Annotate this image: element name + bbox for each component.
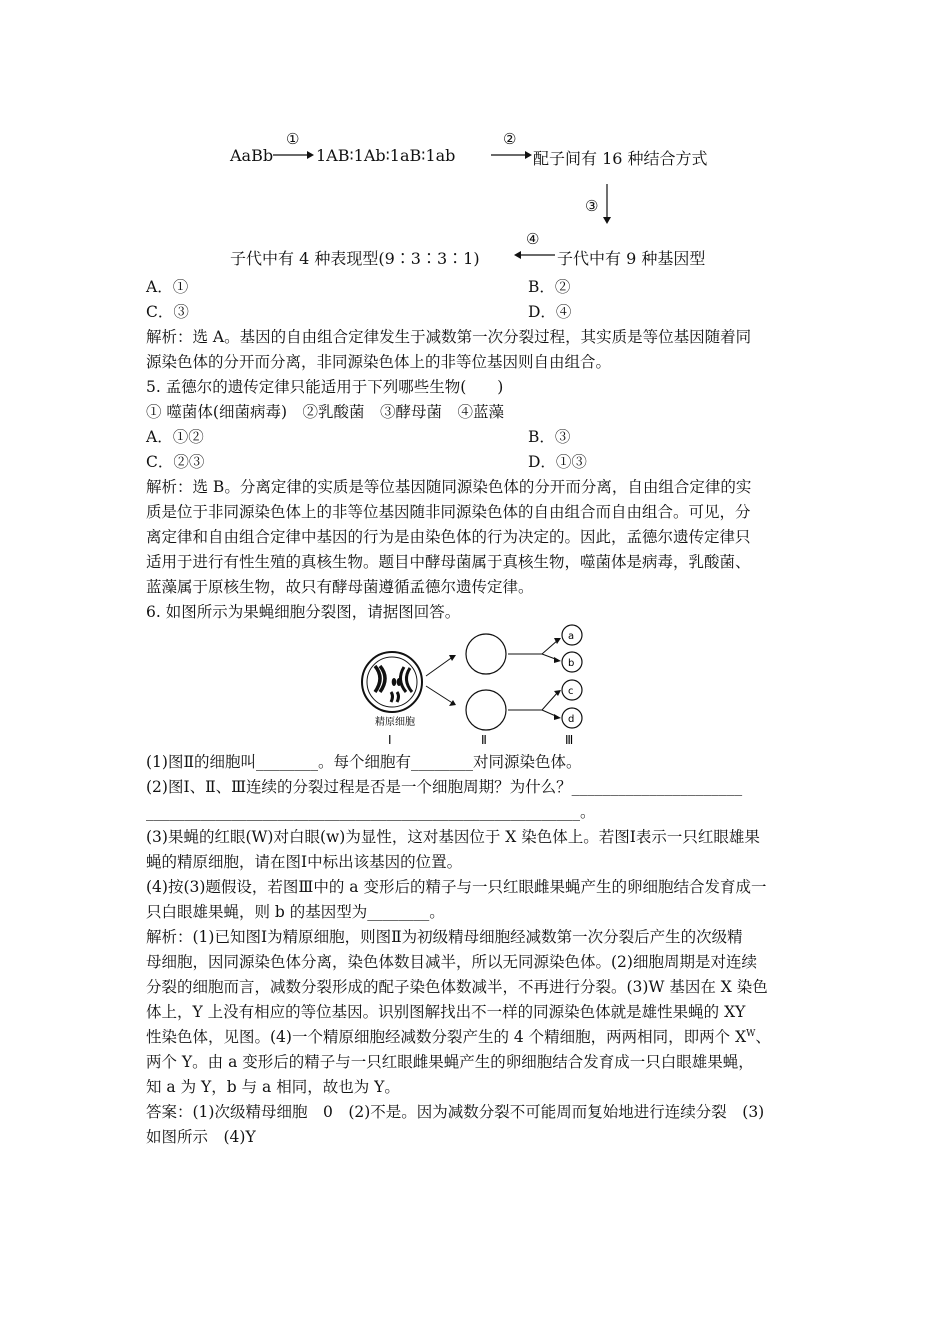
q5-analysis-line: 蓝藻属于原核生物，故只有酵母菌遵循孟德尔遗传定律。	[146, 578, 534, 596]
cell-division-figure	[360, 622, 600, 748]
stage-iii-label: Ⅲ	[565, 733, 574, 747]
q6-sub3-line1: (3)果蝇的红眼(W)对白眼(w)为显性，这对基因位于 X 染色体上。若图Ⅰ表示一只红眼雄果	[146, 828, 760, 846]
stage-i-label: Ⅰ	[388, 733, 392, 747]
arrow-line	[426, 686, 454, 704]
secondary-cell	[466, 690, 506, 730]
q5-option-b: B．③	[528, 428, 571, 446]
arrow-left-icon	[514, 248, 556, 262]
q4-option-b: B．②	[528, 278, 571, 296]
q5-analysis-line: 解析：选 B。分离定律的实质是等位基因随同源染色体的分开而分离，自由组合定律的实	[146, 478, 752, 496]
q6-answer-line2: 如图所示 (4)Y	[146, 1128, 256, 1146]
q6-sub2-line1: (2)图Ⅰ、Ⅱ、Ⅲ连续的分裂过程是否是一个细胞周期？为什么？______________________	[146, 778, 743, 796]
q5-analysis-line: 质是位于非同源染色体上的非等位基因随非同源染色体的自由组合而自由组合。可见，分	[146, 503, 751, 521]
arrow-head-icon	[554, 714, 561, 720]
q5-stem: 5. 孟德尔的遗传定律只能适用于下列哪些生物( )	[146, 378, 504, 396]
q5-analysis-line: 离定律和自由组合定律中基因的行为是由染色体的行为决定的。因此，孟德尔遗传定律只	[146, 528, 751, 546]
q6-sub1: (1)图Ⅱ的细胞叫________。每个细胞有________对同源染色体。	[146, 753, 582, 771]
cell-label: 精原细胞	[375, 717, 415, 728]
q5-option-a: A．①②	[146, 428, 204, 446]
sperm-mother-cell	[362, 652, 422, 712]
secondary-cell	[466, 634, 506, 674]
sperm-label-c: c	[568, 686, 574, 697]
q4-analysis-line: 解析：选 A。基因的自由组合定律发生于减数第一次分裂过程，其实质是等位基因随着同	[146, 328, 752, 346]
scheme-step3: ③	[585, 197, 599, 215]
scheme-phenotypes: 子代中有 4 种表现型(9∶3∶3∶1)	[230, 249, 480, 268]
q5-analysis-line: 适用于进行有性生殖的真核生物。题目中酵母菌属于真核生物，噬菌体是病毒，乳酸菌、	[146, 553, 751, 571]
arrow-line	[426, 656, 454, 676]
scheme-start: AaBb	[230, 146, 274, 165]
q4-option-c: C．③	[146, 303, 189, 321]
q4-option-d: D．④	[528, 303, 572, 321]
q4-analysis-line: 源染色体的分开而分离，非同源染色体上的非等位基因则自由组合。	[146, 353, 612, 371]
scheme-genotypes: 子代中有 9 种基因型	[557, 249, 706, 268]
q6-sub3-line2: 蝇的精原细胞，请在图Ⅰ中标出该基因的位置。	[146, 853, 463, 871]
arrow-line	[542, 692, 558, 710]
scheme-step4: ④	[526, 230, 540, 248]
arrow-right-icon	[490, 148, 532, 162]
q6-analysis-line: 体上，Y 上没有相应的等位基因。识别图解找出不一样的同源染色体就是雄性果蝇的 XY	[146, 1003, 746, 1021]
q5-options-row1	[146, 427, 571, 447]
scheme-gametes: 1AB∶1Ab∶1aB∶1ab	[316, 146, 456, 165]
q6-analysis-line: 母细胞，因同源染色体分离，染色体数目减半，所以无同源染色体。(2)细胞周期是对连续	[146, 953, 757, 971]
arrow-head-icon	[449, 655, 456, 661]
q6-analysis-line: 两个 Y。由 a 变形后的精子与一只红眼雌果蝇产生的卵细胞结合发育成一只白眼雄果蝇，	[146, 1053, 754, 1071]
q5-items: ① 噬菌体(细菌病毒) ②乳酸菌 ③酵母菌 ④蓝藻	[146, 403, 505, 421]
q6-analysis-line	[146, 1027, 771, 1047]
q6-stem: 6. 如图所示为果蝇细胞分裂图，请据图回答。	[146, 603, 461, 621]
q6-analysis-text: 性染色体，见图。(4)一个精原细胞经减数分裂产生的 4 个精细胞，两两相同，即两个 X	[146, 1028, 747, 1046]
scheme-step2: ②	[503, 130, 517, 148]
sperm-label-a: a	[568, 631, 575, 642]
sperm-label-b: b	[568, 658, 575, 669]
q4-option-a: A．①	[146, 278, 189, 296]
q5-options-row2	[146, 452, 587, 472]
q6-answer-line1: 答案：(1)次级精母细胞 0 (2)不是。因为减数分裂不可能周而复始地进行连续分裂 (3)	[146, 1103, 765, 1121]
scheme-step1: ①	[286, 130, 300, 148]
sperm-label-d: d	[568, 714, 575, 725]
arrow-down-icon	[600, 183, 614, 225]
gene-superscript: W	[746, 1029, 756, 1039]
arrow-line	[542, 640, 558, 654]
q6-sub2-line2: ________________________________________________________。	[146, 803, 596, 821]
q4-options-row2	[146, 302, 572, 322]
q6-analysis-line: 解析：(1)已知图Ⅰ为精原细胞，则图Ⅱ为初级精母细胞经减数第一次分裂后产生的次级精	[146, 928, 743, 946]
q5-option-d: D．①③	[528, 453, 587, 471]
q6-analysis-line: 知 a 为 Y，b 与 a 相同，故也为 Y。	[146, 1078, 400, 1096]
q6-analysis-tail: 、	[755, 1028, 771, 1046]
q6-sub4-line2: 只白眼雄果蝇，则 b 的基因型为________。	[146, 903, 445, 921]
q6-sub4-line1: (4)按(3)题假设，若图Ⅲ中的 a 变形后的精子与一只红眼雌果蝇产生的卵细胞结合发育成一	[146, 878, 767, 896]
arrow-head-icon	[554, 657, 561, 663]
q6-analysis-line: 分裂的细胞而言，减数分裂形成的配子染色体数减半，不再进行分裂。(3)W 基因在 X 染色	[146, 978, 768, 996]
scheme-combination: 配子间有 16 种结合方式	[533, 149, 708, 168]
arrow-right-icon	[272, 148, 314, 162]
stage-ii-label: Ⅱ	[481, 733, 487, 747]
q4-options-row1	[146, 277, 571, 297]
q5-option-c: C．②③	[146, 453, 205, 471]
